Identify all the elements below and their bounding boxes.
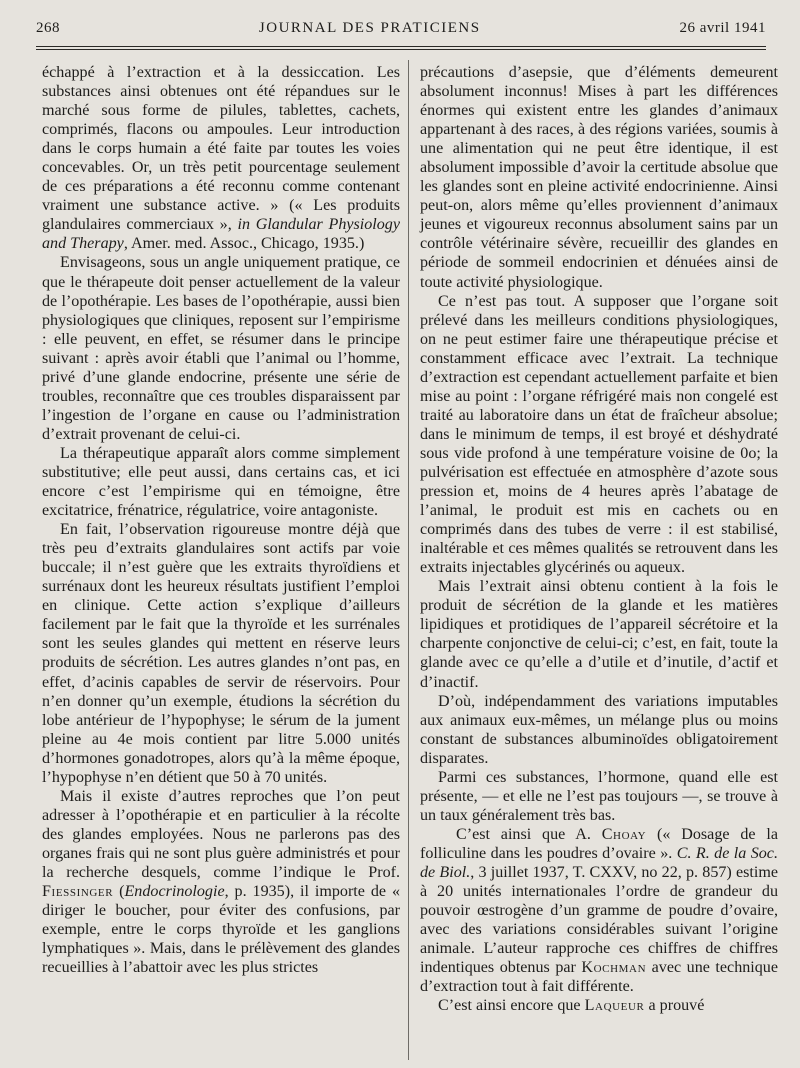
paragraph-text: , 3 juillet 1937, T. CXXV, no 22, p. 857) estime à 20 unités internationales l’ordre de grandeur du pouvoir œstrogène d’un gramme de poudre d’ovaire, avec des variations considérables suivant l’origine animale. L’auteur rapproche ces chiffres de chiffres indentiques obtenus par bbox=[420, 863, 778, 977]
paragraph: Ce n’est pas tout. A supposer que l’organe soit prélevé dans les meilleurs conditions physiologiques, on ne peut estimer faire une thérapeutique précise et constamment efficace avec l’extrait. La technique d’extraction est cependant actuellement parfaite et bien mise au point : l’organe réfrigéré mais non congelé est traité au laboratoire dans un état de fraîcheur absolue; dans le minimum de temps, il est broyé et déshydraté sous vide profond à une température voisine de 0o; la pulvérisation est effectuée en atmosphère d’azote sous pression et, moins de 4 heures après l’abatage de l’animal, le produit est mis en cachets ou en comprimés dans des tubes de verre : il est stabilisé, inaltérable et ces mêmes qualités se retrouvent dans les extraits injectables glycérinés ou aqueux. bbox=[420, 292, 778, 577]
right-column bbox=[420, 63, 778, 1015]
page-number: 268 bbox=[36, 20, 60, 36]
column-divider bbox=[408, 60, 409, 1060]
book-title: Endocrinologie bbox=[124, 883, 225, 901]
header-rule bbox=[36, 46, 766, 50]
paragraph: Mais l’extrait ainsi obtenu contient à la fois le produit de sécrétion de la glande et les matières lipidiques et protidiques de l’appareil sécrétoire et la charpente conjonctive de celui-ci; c’est, en fait, toute la glande avec ce qu’elle a d’utile et d’inutile, d’actif et d’inactif. bbox=[420, 578, 778, 691]
paragraph: Parmi ces substances, l’hormone, quand elle est présente, — et elle ne l’est pas toujours —, se trouve à un taux généralement très bas. bbox=[420, 768, 778, 824]
journal-citation: C. R. de la Soc. de Biol. bbox=[420, 844, 778, 881]
paragraph bbox=[42, 787, 400, 977]
paragraph: En fait, l’observation rigoureuse montre déjà que très peu d’extraits glandulaires sont actifs par voie buccale; il n’est guère que les extraits thyroïdiens et surrénaux dont les heureux résultats justifient l’emploi en clinique. Cette action s’explique d’ailleurs facilement par le fait que la thyroïde et les surrénales sont les seules glandes qui mettent en réserve leurs produits de sécrétion. Les autres glandes n’ont pas, en effet, d’acinis capables de servir de réservoirs. Pour n’en donner qu’un exemple, étudions la sécrétion du lobe antérieur de l’hypophyse; le sérum de la jument pleine au 4e mois contient par litre 5.000 unités d’hormones gonadotropes, alors qu’à la même époque, l’hypophyse n’en détient que 50 à 70 unités. bbox=[42, 521, 400, 786]
paragraph-text: Mais il existe d’autres reproches que l’on peut adresser à l’opothérapie et en particulier à la récolte des glandes employées. Nous ne parlerons pas des organes frais qui ne sont plus guère administrés et pour la recherche desquels, comme l’indique le Prof. bbox=[42, 787, 400, 881]
paragraph-text: C’est ainsi encore que bbox=[438, 997, 585, 1015]
paragraph-text: C’est ainsi que A. bbox=[456, 825, 602, 843]
paragraph-text: échappé à l’extraction et à la dessiccation. Les substances ainsi obtenues ont été répandues sur le marché sous forme de pilules, tablettes, cachets, comprimés, flacons ou ampoules. Leur introduction dans le corps humain a été faite par toutes les voies concevables. Or, un très petit pourcentage seulement de ces préparations a été reconnu comme contenant vraiment une substance active. » (« Les produits glandulaires commerciaux », bbox=[42, 64, 400, 234]
paragraph-text: avec une technique d’extraction tout à fait différente. bbox=[420, 959, 778, 996]
book-title: in Glandular Physiology and Therapy bbox=[42, 216, 401, 253]
paragraph: précautions d’asepsie, que d’éléments demeurent absolument inconnus! Mises à part les différences énormes qui existent entre les glandes d’animaux appartenant à des races, à des régions variées, soumis à une alimentation qui ne peut être identique, il est absolument impossible d’avoir la certitude absolue que les glandes sont en pleine activité endocrinienne. Ainsi peut-on, alors même qu’elles proviennent d’animaux jeunes et vigoureux reconnus absolument sains par un contrôle vétérinaire sévère, recueillir des glandes en période de sommeil endocrinien et dénuées ainsi de toute activité physiologique. bbox=[420, 64, 778, 291]
paragraph-text: , p. 1935), il importe de « diriger le boucher, pour éviter des confusions, par exemple, entre le corps thyroïde et les ganglions lymphatiques ». Mais, dans le prélèvement des glandes recueillies à l’abattoir avec les plus strictes bbox=[42, 883, 400, 977]
paragraph bbox=[420, 825, 778, 996]
author-name: Fiessinger bbox=[42, 883, 114, 901]
author-name: Choay bbox=[601, 825, 647, 843]
left-column bbox=[42, 63, 400, 977]
paragraph-text: (« Dosage de la folliculine dans les poudres d’ovaire ». bbox=[420, 825, 778, 862]
paragraph-text: , Amer. med. Assoc., Chicago, 1935.) bbox=[123, 235, 365, 253]
journal-title: JOURNAL DES PRATICIENS bbox=[258, 20, 481, 36]
author-name: Kochman bbox=[581, 959, 647, 977]
paragraph bbox=[420, 996, 778, 1015]
paragraph bbox=[42, 63, 400, 253]
paragraph-text: ( bbox=[113, 883, 125, 901]
issue-date: 26 avril 1941 bbox=[679, 20, 766, 36]
author-name: Laqueur bbox=[584, 997, 645, 1015]
page-header bbox=[36, 20, 766, 46]
paragraph: Envisageons, sous un angle uniquement pratique, ce que le thérapeute doit penser actuellement de la valeur de l’opothérapie. Les bases de l’opothérapie, aussi bien physiologiques que cliniques, reposent sur l’empirisme : elle peuvent, en effet, se résumer dans le principe suivant : après avoir établi que l’animal ou l’homme, privé d’une glande endocrine, présente une série de troubles, reconnaître que ces troubles disparaissent par l’ingestion de l’organe en cause ou l’administration d’extrait provenant de celui-ci. bbox=[42, 254, 400, 443]
paragraph-text: a prouvé bbox=[644, 997, 705, 1015]
paragraph: D’où, indépendamment des variations imputables aux animaux eux-mêmes, un mélange plus ou moins constant de substances albuminoïdes obligatoirement disparates. bbox=[420, 692, 778, 767]
paragraph: La thérapeutique apparaît alors comme simplement substitutive; elle peut aussi, dans certains cas, et ici encore c’est l’empirisme qui en témoigne, être excitatrice, frénatrice, régulatrice, voire antagoniste. bbox=[42, 444, 400, 520]
